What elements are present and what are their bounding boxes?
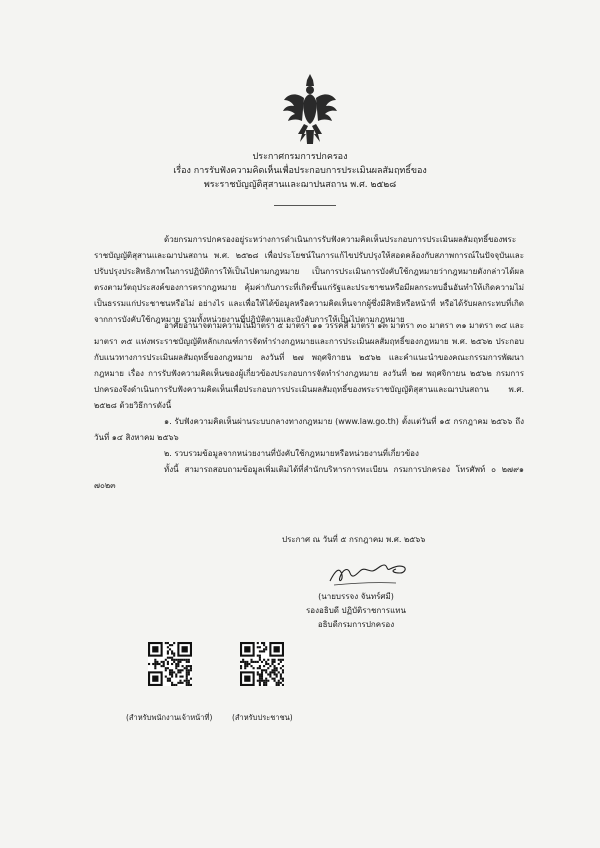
method-item-2: ๒. รวบรวมข้อมูลจากหน่วยงานที่บังคับใช้กฎหมายหรือหน่วยงานที่เกี่ยวข้อง xyxy=(164,449,419,458)
qr-code-public[interactable] xyxy=(240,642,284,686)
qr-code-staff[interactable] xyxy=(148,642,192,686)
authority-text: อาศัยอำนาจตามความในมาตรา ๕ มาตรา ๑๑ วรรคสี่ มาตรา ๑๓ มาตรา ๓๐ มาตรา ๓๑ มาตรา ๓๔ และมาตรา ๓๕ แห่งพระราชบัญญัติหลักเกณฑ์การจัดทำร่างกฎหมายและการประเมินผลสัมฤทธิ์ของกฎหมาย พ.ศ. ๒๕๖๒ ประกอบกับแนวทางการประเมินผลสัมฤทธิ์ของกฎหมาย ลงวันที่ ๒๗ พฤศจิกายน ๒๕๖๒ และคำแนะนำของคณะกรรมการพัฒนากฎหมาย เรื่อง การรับฟังความคิดเห็นของผู้เกี่ยวข้องประกอบการจัดทำร่างกฎหมาย ลงวันที่ ๒๗ พฤศจิกายน ๒๕๖๒ กรมการปกครองจึงดำเนินการรับฟังความคิดเห็นเพื่อประกอบการประเมินผลสัมฤทธิ์ของพระราชบัญญัติสุสานและฌาปนสถาน พ.ศ. ๒๕๒๘ ด้วยวิธีการดังนี้ xyxy=(94,321,524,410)
qr-caption-public: (สำหรับประชาชน) xyxy=(232,713,293,722)
signer-office: อธิบดีกรมการปกครอง xyxy=(317,620,395,629)
handwritten-signature xyxy=(326,563,436,589)
intro-paragraph xyxy=(94,232,524,328)
garuda-emblem xyxy=(282,72,338,146)
signer-position: รองอธิบดี ปฏิบัติราชการแทน xyxy=(306,606,406,615)
signer-name: (นายบรรจง จันทร์ศมี) xyxy=(318,592,394,601)
authority-paragraph xyxy=(94,318,524,494)
announcement-date: ประกาศ ณ วันที่ ๕ กรกฎาคม พ.ศ. ๒๕๖๖ xyxy=(282,535,426,544)
announcement-subject: เรื่อง การรับฟังความคิดเห็นเพื่อประกอบการประเมินผลสัมฤทธิ์ของ xyxy=(173,166,427,176)
intro-text: ด้วยกรมการปกครองอยู่ระหว่างการดำเนินการรับฟังความคิดเห็นประกอบการประเมินผลสัมฤทธิ์ของพระราชบัญญัติสุสานและฌาปนสถาน พ.ศ. ๒๕๒๘ เพื่อประโยชน์ในการแก้ไขปรับปรุงให้สอดคล้องกับสภาพการณ์ในปัจจุบันและปรับปรุงประสิทธิภาพในการปฏิบัติการให้เป็นไปตามกฎหมาย เป็นการประเมินการบังคับใช้กฎหมายว่ากฎหมายดังกล่าวได้ผลตรงตามวัตถุประสงค์ของการตรากฎหมาย คุ้มค่ากับภาระที่เกิดขึ้นแก่รัฐและประชาชนหรือมีผลกระทบอื่นอันทำให้เกิดความไม่เป็นธรรมแก่ประชาชนหรือไม่ อย่างไร และเพื่อให้ได้ข้อมูลหรือความคิดเห็นจากผู้ซึ่งมีสิทธิหรือหน้าที่ หรือได้รับผลกระทบที่เกิดจากการบังคับใช้กฎหมาย รวมทั้งหน่วยงานที่ปฏิบัติตามและบังคับการให้เป็นไปตามกฎหมาย xyxy=(94,235,524,324)
method-item-1: ๑. รับฟังความคิดเห็นผ่านระบบกลางทางกฎหมาย (www.law.go.th) ตั้งแต่วันที่ ๑๕ กรกฎาคม ๒๕๖๖ ถึงวันที่ ๑๔ สิงหาคม ๒๕๖๖ xyxy=(94,417,524,442)
contact-text: ทั้งนี้ สามารถสอบถามข้อมูลเพิ่มเติมได้ที่สำนักบริหารการทะเบียน กรมการปกครอง โทรศัพท์ ๐ ๒๗๙๑ ๗๐๒๓ xyxy=(94,465,524,490)
header-divider xyxy=(274,205,336,206)
announcement-subject-act: พระราชบัญญัติสุสานและฌาปนสถาน พ.ศ. ๒๕๒๘ xyxy=(203,180,397,190)
qr-caption-staff: (สำหรับพนักงานเจ้าหน้าที่) xyxy=(126,713,213,722)
announcement-title: ประกาศกรมการปกครอง xyxy=(252,152,348,162)
